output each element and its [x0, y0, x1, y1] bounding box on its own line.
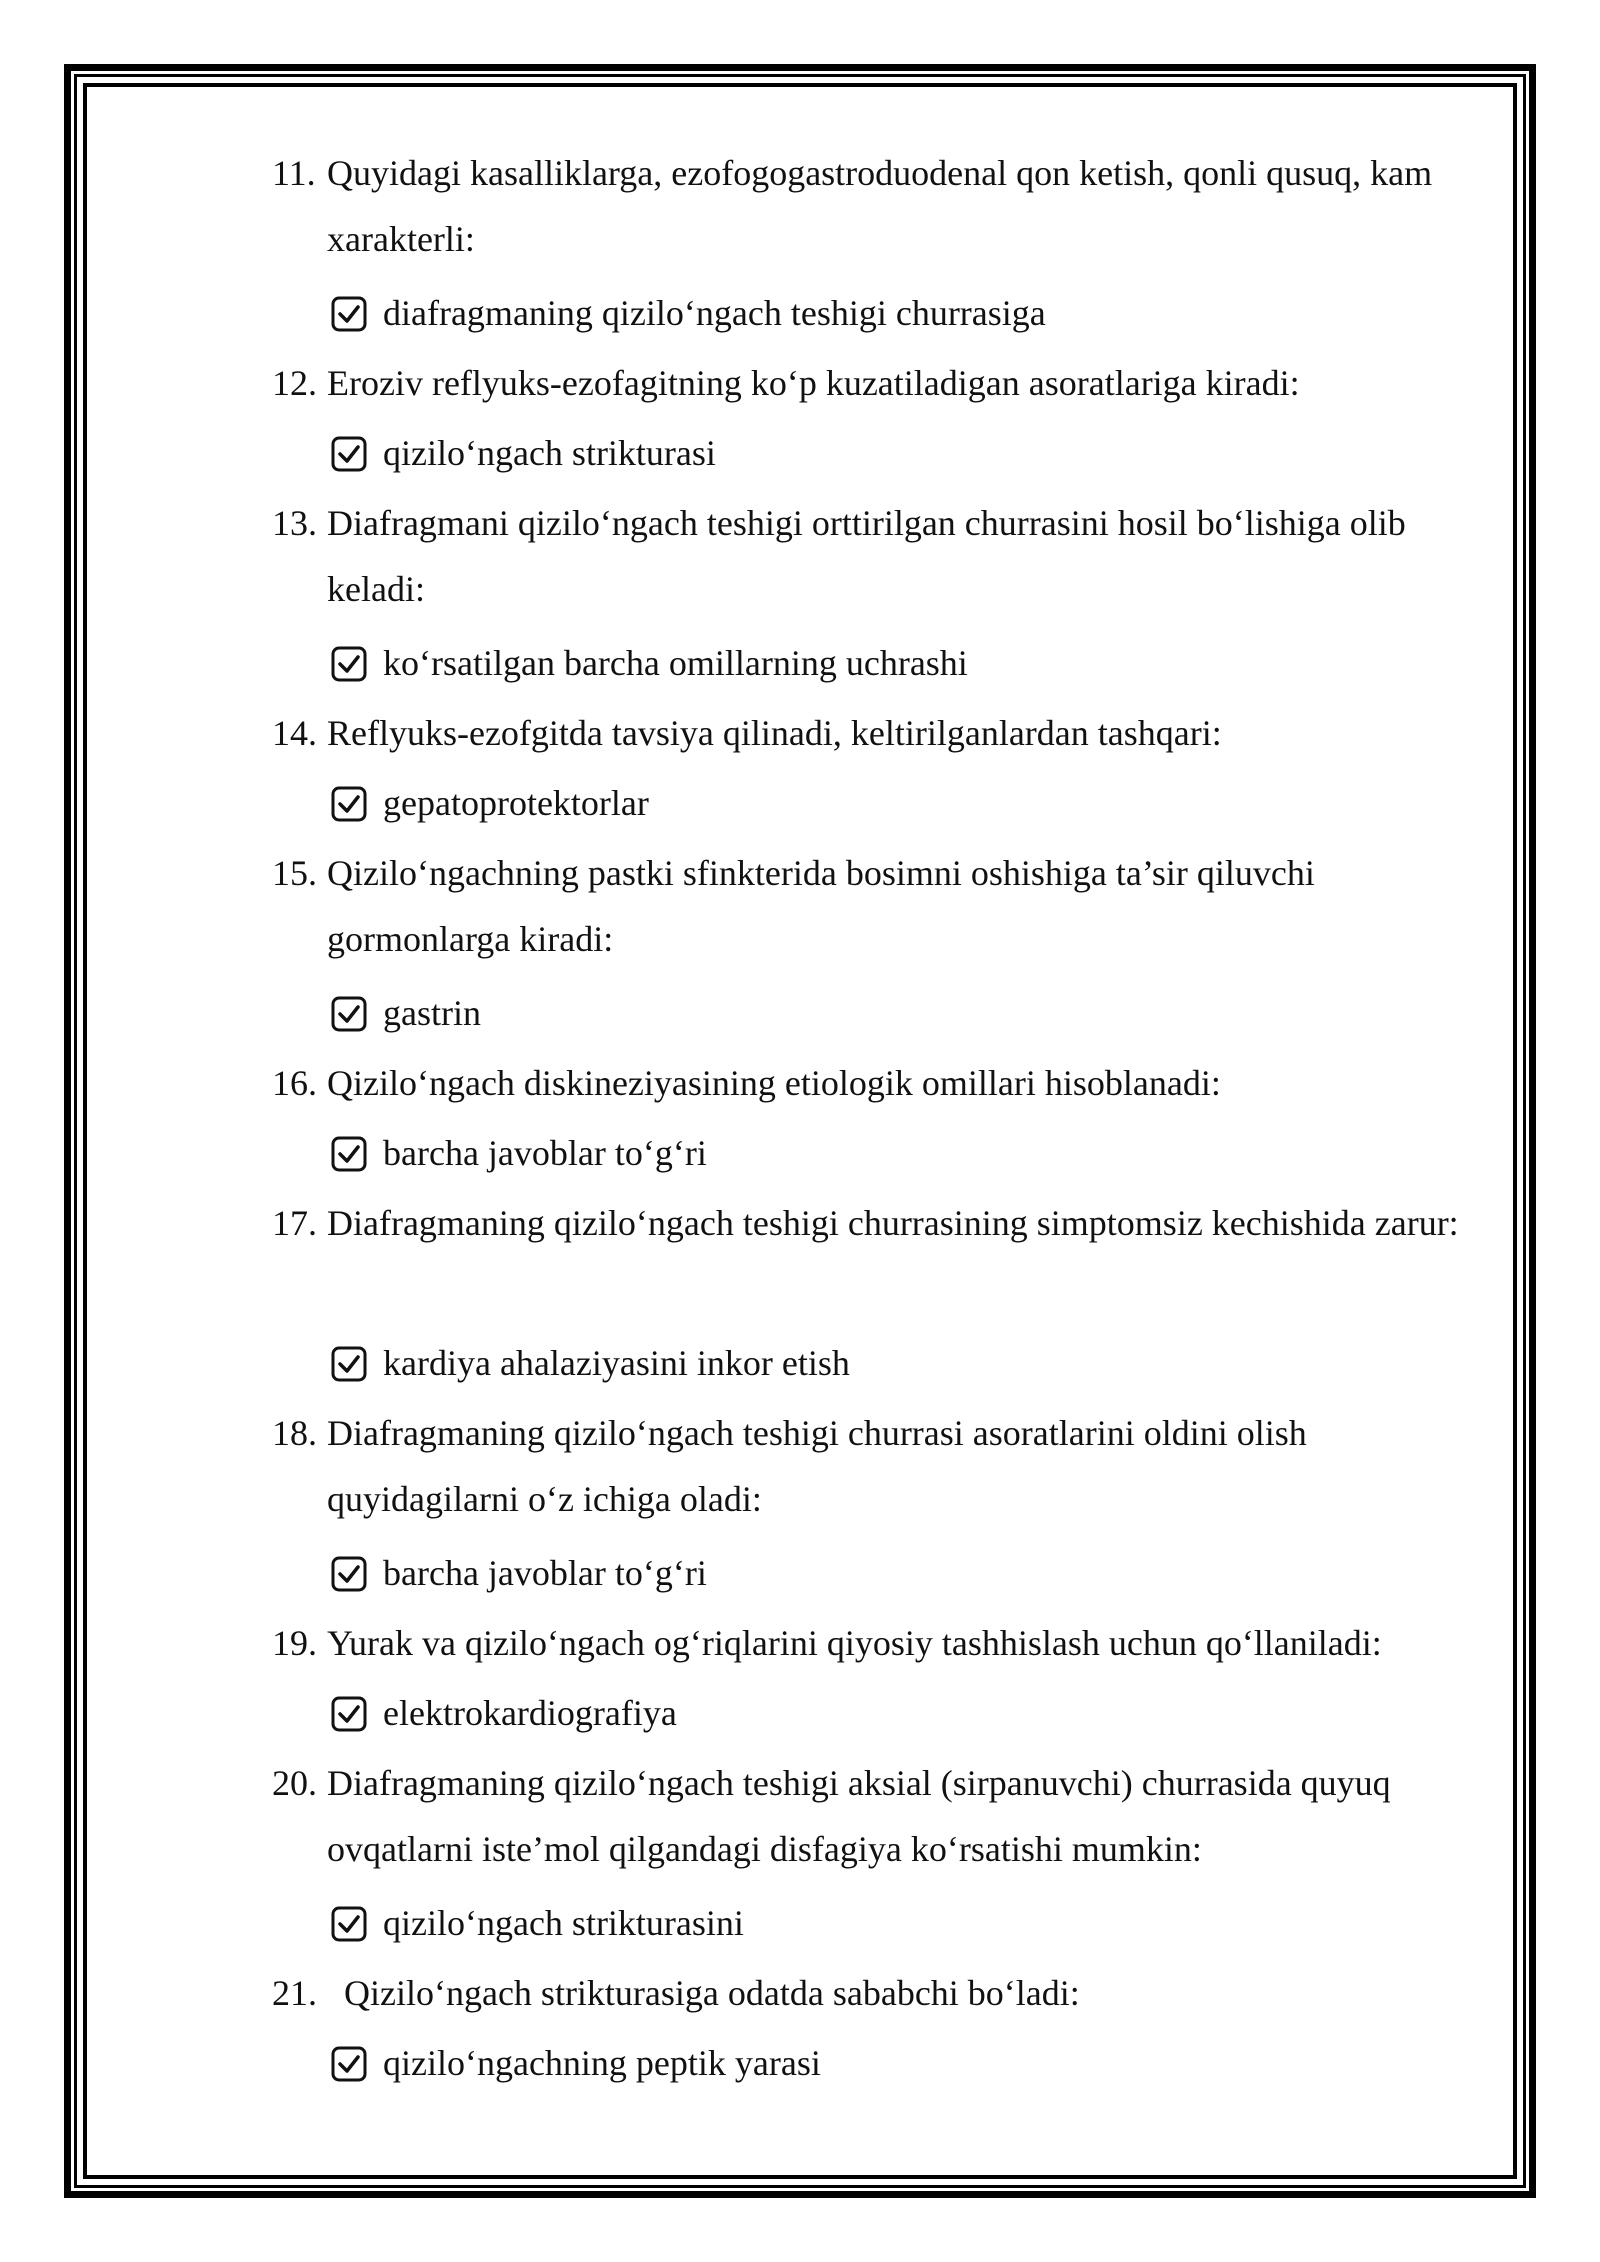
answer-18 [272, 1536, 1502, 1610]
checked-box-icon [331, 1556, 367, 1592]
question-text: Diafragmaning qizilo‘ngach teshigi churrasi asoratlarini oldini olish quyidagilarni o‘z ichiga oladi: [327, 1413, 1307, 1519]
question-16 [272, 1050, 1502, 1116]
question-text: Eroziv reflyuks-ezofagitning ko‘p kuzatiladigan asoratlariga kiradi: [327, 363, 1300, 403]
question-number: 19. [272, 1623, 317, 1663]
question-number: 17. [272, 1203, 317, 1243]
question-text: Diafragmaning qizilo‘ngach teshigi aksial (sirpanuvchi) churrasida quyuq ovqatlarni iste’mol qilgandagi disfagiya ko‘rsatishi mumkin: [327, 1763, 1391, 1869]
answer-19 [272, 1676, 1502, 1750]
checked-box-icon [331, 436, 367, 472]
question-number: 21. [272, 1973, 317, 2013]
answer-17 [272, 1326, 1502, 1400]
checked-box-icon [331, 646, 367, 682]
question-number: 18. [272, 1413, 317, 1453]
question-text: Diafragmani qizilo‘ngach teshigi orttirilgan churrasini hosil bo‘lishiga olib keladi: [327, 503, 1406, 609]
answer-16 [272, 1116, 1502, 1190]
question-number: 15. [272, 853, 317, 893]
question-text: Reflyuks-ezofgitda tavsiya qilinadi, keltirilganlardan tashqari: [327, 713, 1222, 753]
question-text: Yurak va qizilo‘ngach og‘riqlarini qiyosiy tashhislash uchun qo‘llaniladi: [327, 1623, 1382, 1663]
answer-text: gastrin [383, 993, 481, 1033]
answer-13 [272, 626, 1502, 700]
question-12 [272, 350, 1502, 416]
answer-15 [272, 976, 1502, 1050]
question-number: 11. [272, 153, 316, 193]
answer-text: qizilo‘ngach strikturasini [383, 1903, 744, 1943]
question-19 [272, 1610, 1502, 1676]
answer-text: barcha javoblar to‘g‘ri [383, 1133, 707, 1173]
question-number: 20. [272, 1763, 317, 1803]
checked-box-icon [331, 2046, 367, 2082]
question-20 [272, 1750, 1502, 1886]
question-18 [272, 1400, 1502, 1536]
checked-box-icon [331, 1696, 367, 1732]
question-11 [272, 140, 1502, 276]
answer-text: ko‘rsatilgan barcha omillarning uchrashi [383, 643, 968, 683]
question-number: 12. [272, 363, 317, 403]
answer-20 [272, 1886, 1502, 1960]
question-number: 14. [272, 713, 317, 753]
question-text: Qizilo‘ngach diskineziyasining etiologik omillari hisoblanadi: [327, 1063, 1221, 1103]
question-text: Qizilo‘ngachning pastki sfinkterida bosimni oshishiga ta’sir qiluvchi gormonlarga kiradi: [327, 853, 1315, 959]
answer-11 [272, 276, 1502, 350]
question-17 [272, 1190, 1502, 1326]
question-13 [272, 490, 1502, 626]
answer-14 [272, 766, 1502, 840]
answer-text: qizilo‘ngach strikturasi [383, 433, 716, 473]
checked-box-icon [331, 1906, 367, 1942]
checked-box-icon [331, 1346, 367, 1382]
answer-text: elektrokardiografiya [383, 1693, 677, 1733]
question-15 [272, 840, 1502, 976]
answer-21 [272, 2026, 1502, 2100]
answer-12 [272, 416, 1502, 490]
question-number: 16. [272, 1063, 317, 1103]
question-14 [272, 700, 1502, 766]
checked-box-icon [331, 296, 367, 332]
answer-text: barcha javoblar to‘g‘ri [383, 1553, 707, 1593]
question-text: Quyidagi kasalliklarga, ezofogogastroduodenal qon ketish, qonli qusuq, kam xarakterli: [327, 153, 1433, 259]
answer-text: gepatoprotektorlar [383, 783, 649, 823]
checked-box-icon [331, 1136, 367, 1172]
answer-text: qizilo‘ngachning peptik yarasi [383, 2043, 821, 2083]
question-number: 13. [272, 503, 317, 543]
question-text: Qizilo‘ngach strikturasiga odatda sababchi bo‘ladi: [344, 1973, 1080, 2013]
checked-box-icon [331, 786, 367, 822]
question-21 [272, 1960, 1502, 2026]
answer-text: kardiya ahalaziyasini inkor etish [383, 1343, 850, 1383]
question-text: Diafragmaning qizilo‘ngach teshigi churrasining simptomsiz kechishida zarur: [327, 1203, 1459, 1243]
checked-box-icon [331, 996, 367, 1032]
question-list [272, 140, 1502, 2100]
answer-text: diafragmaning qizilo‘ngach teshigi churrasiga [383, 293, 1046, 333]
